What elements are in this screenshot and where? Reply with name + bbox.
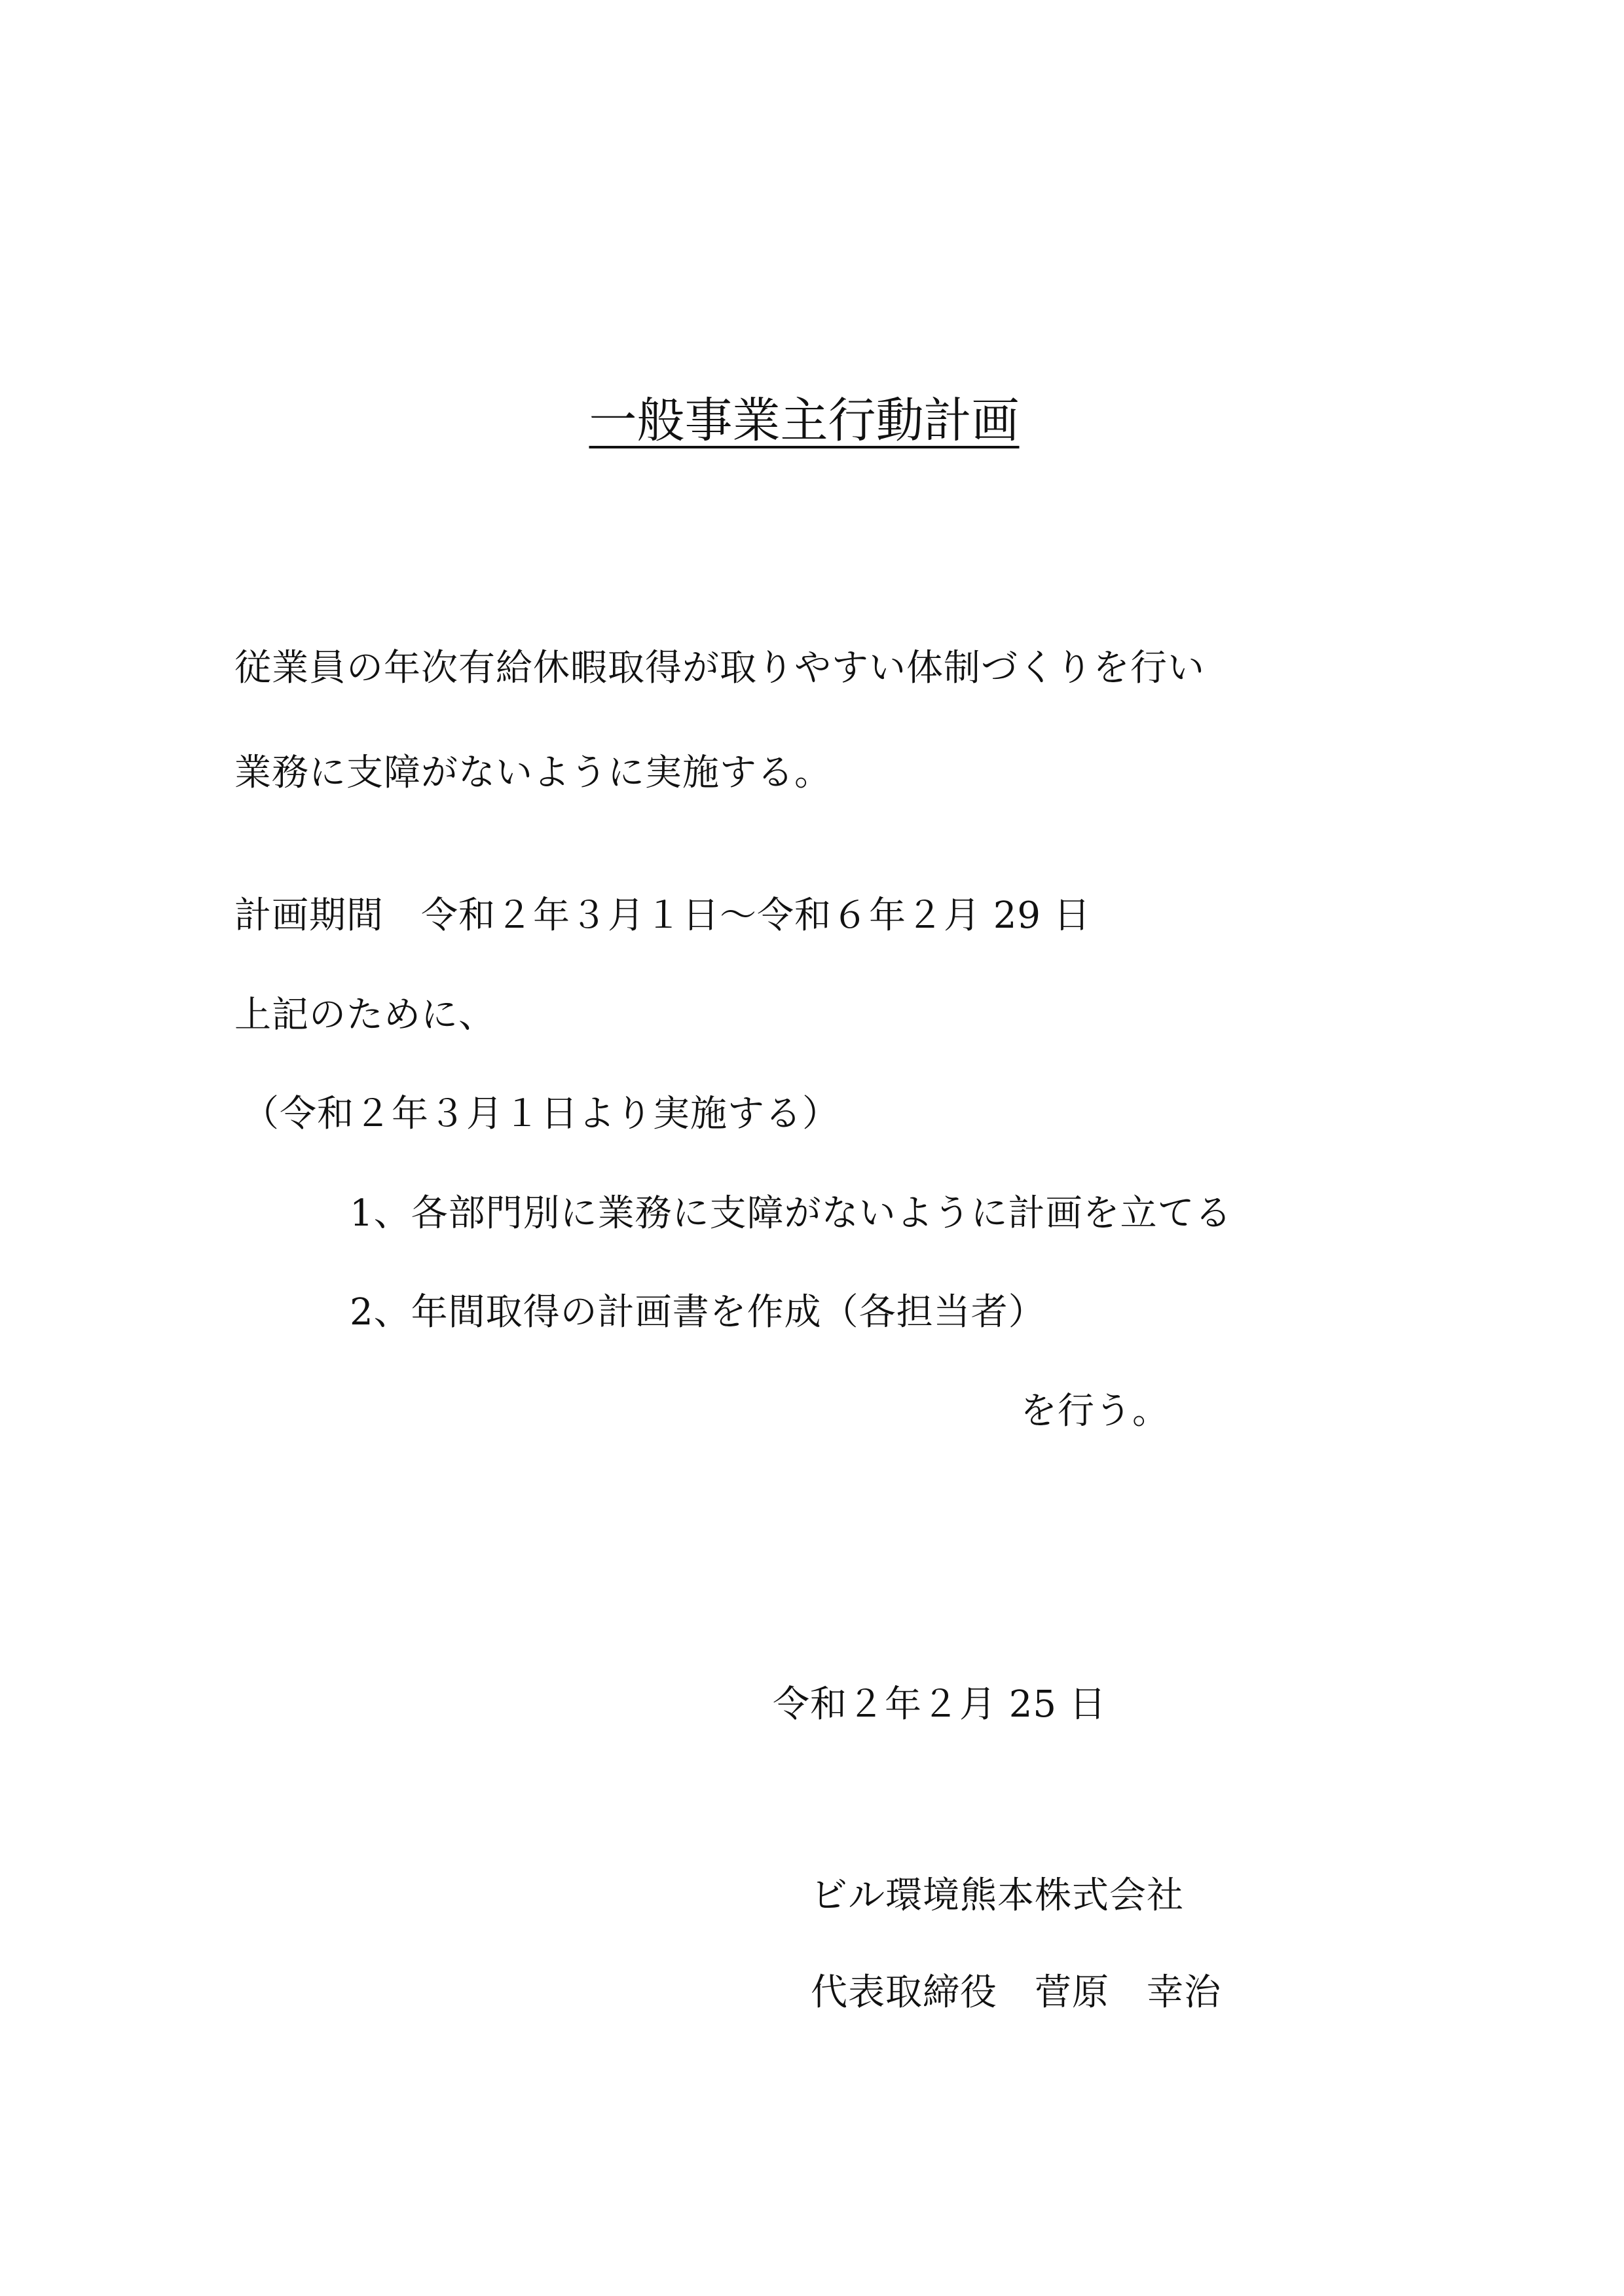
closing-phrase: を行う。 bbox=[1020, 1390, 1170, 1432]
start-note: （令和２年３月１日より実施する） bbox=[242, 1093, 840, 1135]
representative-name: 代表取締役 菅原 幸治 bbox=[811, 1971, 1221, 2014]
purpose-line-1: 従業員の年次有給休暇取得が取りやすい体制づくりを行い bbox=[234, 647, 1205, 689]
list-item: 2、年間取得の計画書を作成（各担当者） bbox=[350, 1291, 1046, 1334]
list-item: 1、各部門別に業務に支障がないように計画を立てる bbox=[350, 1192, 1232, 1235]
issue-date: 令和２年２月 25 日 bbox=[773, 1683, 1107, 1726]
company-name: ビル環境熊本株式会社 bbox=[811, 1874, 1184, 1917]
plan-period: 計画期間 令和２年３月１日～令和６年２月 29 日 bbox=[234, 894, 1091, 937]
purpose-line-2: 業務に支障がないように実施する。 bbox=[234, 752, 832, 794]
document-title: 一般事業主行動計画 bbox=[589, 393, 1020, 448]
intro-line: 上記のために、 bbox=[234, 994, 496, 1036]
